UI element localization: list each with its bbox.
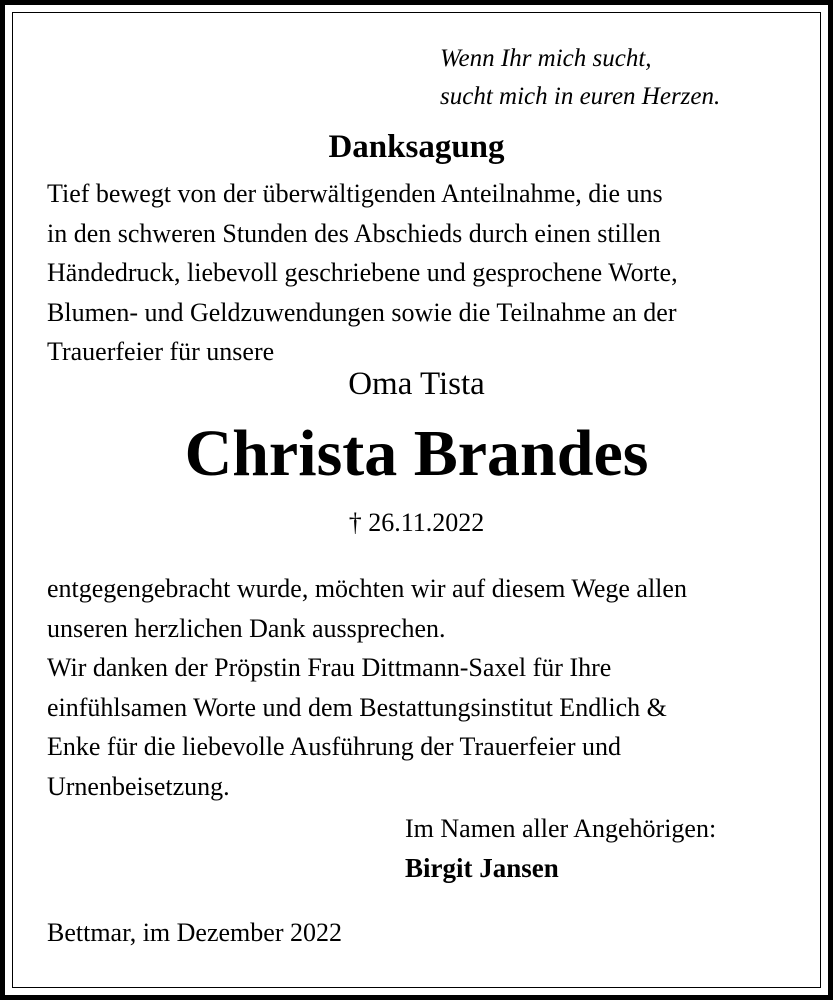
heading-title: Danksagung xyxy=(328,129,505,165)
intro-paragraph xyxy=(47,174,678,372)
text-line: Trauerfeier für unsere xyxy=(47,337,275,366)
death-date: † 26.11.2022 xyxy=(348,508,485,537)
place-date: Bettmar, im Dezember 2022 xyxy=(47,918,342,947)
closing-line: Im Namen aller Angehörigen: xyxy=(405,814,717,843)
text-line: einfühlsamen Worte und dem Bestattungsinstitut Endlich & xyxy=(47,692,667,722)
signer-name: Birgit Jansen xyxy=(405,853,559,883)
thanks-paragraph xyxy=(47,569,687,648)
text-line: Enke für die liebevolle Ausführung der Trauerfeier und xyxy=(47,732,622,761)
motto-line: sucht mich in euren Herzen. xyxy=(440,83,721,110)
text-line: Tief bewegt von der überwältigenden Anteilnahme, die uns xyxy=(47,179,663,208)
text-line: Urnenbeisetzung. xyxy=(47,771,230,801)
deceased-name: Christa Brandes xyxy=(184,417,649,490)
motto-line: Wenn Ihr mich sucht, xyxy=(440,45,652,72)
text-line: Wir danken der Pröpstin Frau Dittmann-Saxel für Ihre xyxy=(47,653,612,682)
motto-quote xyxy=(440,40,720,116)
text-line: entgegengebracht wurde, möchten wir auf diesem Wege allen xyxy=(47,574,687,603)
text-line: Händedruck, liebevoll geschriebene und gesprochene Worte, xyxy=(47,258,678,287)
text-line: unseren herzlichen Dank aussprechen. xyxy=(47,613,446,643)
deceased-nickname: Oma Tista xyxy=(348,366,485,402)
text-line: Blumen- und Geldzuwendungen sowie die Teilnahme an der xyxy=(47,297,677,327)
acknowledgement-paragraph xyxy=(47,648,667,806)
text-line: in den schweren Stunden des Abschieds durch einen stillen xyxy=(47,218,661,248)
